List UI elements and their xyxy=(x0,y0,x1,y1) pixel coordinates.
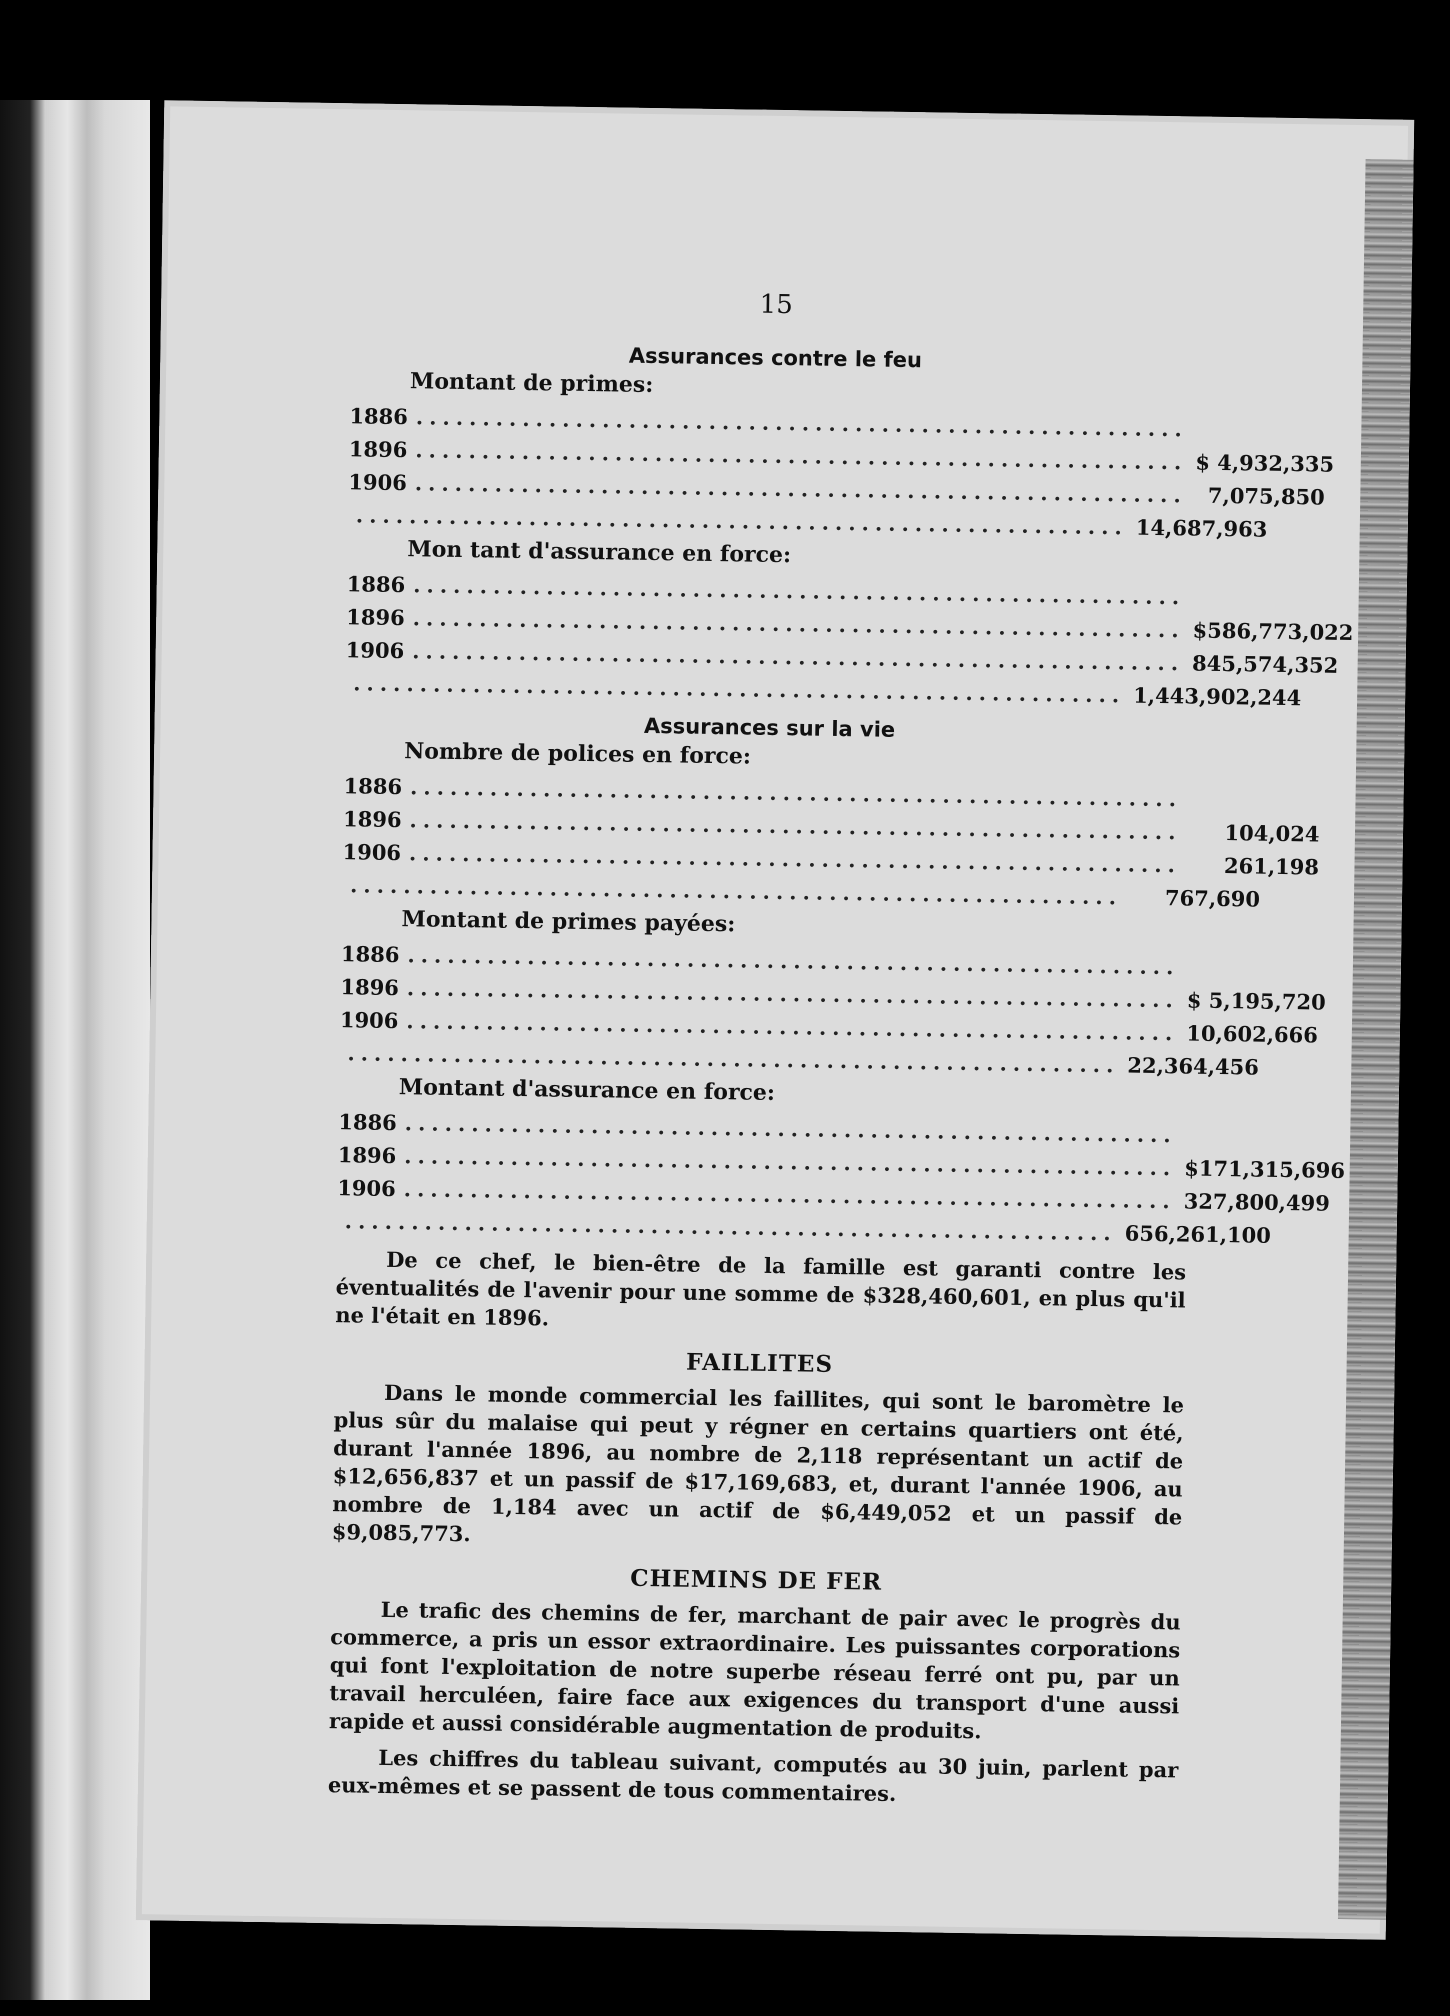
faillites-paragraph: Dans le monde commercial les faillites, qui sont le baromètre le plus sûr du malaise qui peut y régner en certains quartiers ont été, durant l'année 1896, au nombre de 2,118 représentant un actif de $12,656,837 et un passif de $17,169,683, et, durant l'année 1906, au nombre de 1,184 avec un actif de $6,449,052 et un passif de $9,085,773. xyxy=(331,1379,1185,1547)
leader-dots: .......................................................... xyxy=(409,774,1183,812)
leader-dots: .......................................................... xyxy=(353,670,1126,708)
fire-insurance-label: Mon tant d'assurance en force: xyxy=(407,536,792,569)
chemins-paragraph-1: Le trafic des chemins de fer, marchant de pair avec le progrès du commerce, a pris un essor extraordinaire. Les puissantes corporations qui font l'exploitation de notre superbe réseau ferré ont pu, par un travail herculéen, faire face aux exigences du transport d'une aussi rapide et aussi considérable augmentation de produits. xyxy=(328,1596,1181,1744)
leader-dots: .......................................................... xyxy=(355,502,1129,540)
leader-dots: .......................................................... xyxy=(347,1040,1120,1078)
leader-dots: .......................................................... xyxy=(413,572,1186,610)
list-item: 1886 .......................................................... xyxy=(338,1105,1188,1151)
list-item: 1886 .......................................................... xyxy=(343,769,1193,815)
list-item: 1896 .......................................................... $586,773,022 xyxy=(346,600,1196,646)
page-content xyxy=(327,283,1354,1820)
list-item: 1906 .......................................................... 261,198 xyxy=(342,835,1192,881)
page-number: 15 xyxy=(759,289,794,321)
leader-dots: .......................................................... xyxy=(349,872,1123,910)
leader-dots: .......................................................... xyxy=(415,437,1188,475)
fire-premiums-label: Montant de primes: xyxy=(409,368,654,399)
leader-dots: .......................................................... xyxy=(403,1176,1176,1214)
list-item: 1906 .......................................................... 7,075,850 xyxy=(348,465,1198,511)
life-insurance-title: Assurances sur la vie xyxy=(643,713,896,742)
list-item: 1896 .......................................................... $ 5,195,720 xyxy=(340,970,1190,1016)
fire-insurance-list xyxy=(345,567,1354,712)
fire-insurance-title: Assurances contre le feu xyxy=(628,343,923,373)
life-summary-paragraph: De ce chef, le bien-être de la famille est garanti contre les éventualités de l'avenir pour une somme de $328,460,601, en plus qu'il ne l'était en 1896. xyxy=(335,1246,1187,1331)
leader-dots: .......................................................... xyxy=(404,1110,1177,1148)
leader-dots: .......................................................... xyxy=(406,975,1180,1013)
life-policies-label: Nombre de polices en force: xyxy=(403,738,752,770)
list-item: 1886 .......................................................... xyxy=(349,399,1199,445)
list-item: .......................................................... 14,687,963 xyxy=(348,498,1198,544)
list-item: 1906 .......................................................... 10,602,666 xyxy=(340,1003,1190,1049)
list-item: .......................................................... 656,261,100 xyxy=(337,1204,1187,1250)
life-insurance-list xyxy=(337,1105,1346,1250)
leader-dots: .......................................................... xyxy=(344,1208,1117,1246)
chemins-heading: CHEMINS DE FER xyxy=(630,1564,883,1596)
list-item: 1896 .......................................................... $ 4,932,335 xyxy=(349,432,1199,478)
page-edge xyxy=(1338,159,1414,1920)
faillites-heading: FAILLITES xyxy=(685,1348,834,1378)
life-premiums-label: Montant de primes payées: xyxy=(401,906,736,938)
list-item: .......................................................... 767,690 xyxy=(342,868,1192,914)
life-policies-list xyxy=(342,769,1320,914)
leader-dots: .......................................................... xyxy=(408,840,1182,878)
list-item: .......................................................... 22,364,456 xyxy=(339,1036,1189,1082)
list-item: 1906 .......................................................... 327,800,499 xyxy=(337,1171,1187,1217)
list-item: 1886 .......................................................... xyxy=(347,567,1197,613)
list-item: .......................................................... 1,443,902,244 xyxy=(345,666,1195,712)
leader-dots: .......................................................... xyxy=(406,1008,1179,1046)
fire-premiums-list xyxy=(348,399,1335,544)
life-premiums-list xyxy=(339,937,1326,1082)
leader-dots: .......................................................... xyxy=(412,638,1185,676)
leader-dots: .......................................................... xyxy=(407,942,1180,980)
book-page xyxy=(136,100,1414,1939)
book-gutter xyxy=(0,100,150,2000)
list-item: 1896 .......................................................... $171,315,696 xyxy=(338,1138,1188,1184)
leader-dots: .......................................................... xyxy=(415,404,1189,442)
leader-dots: .......................................................... xyxy=(404,1143,1177,1181)
list-item: 1896 .......................................................... 104,024 xyxy=(343,802,1193,848)
life-insurance-label: Montant d'assurance en force: xyxy=(398,1074,776,1107)
chemins-paragraph-2: Les chiffres du tableau suivant, computés au 30 juin, parlent par eux-mêmes et se passent de tous commentaires. xyxy=(327,1744,1179,1806)
list-item: 1886 .......................................................... xyxy=(341,937,1191,983)
leader-dots: .......................................................... xyxy=(414,470,1187,508)
list-item: 1906 .......................................................... 845,574,352 xyxy=(346,633,1196,679)
leader-dots: .......................................................... xyxy=(412,605,1185,643)
leader-dots: .......................................................... xyxy=(409,807,1182,845)
